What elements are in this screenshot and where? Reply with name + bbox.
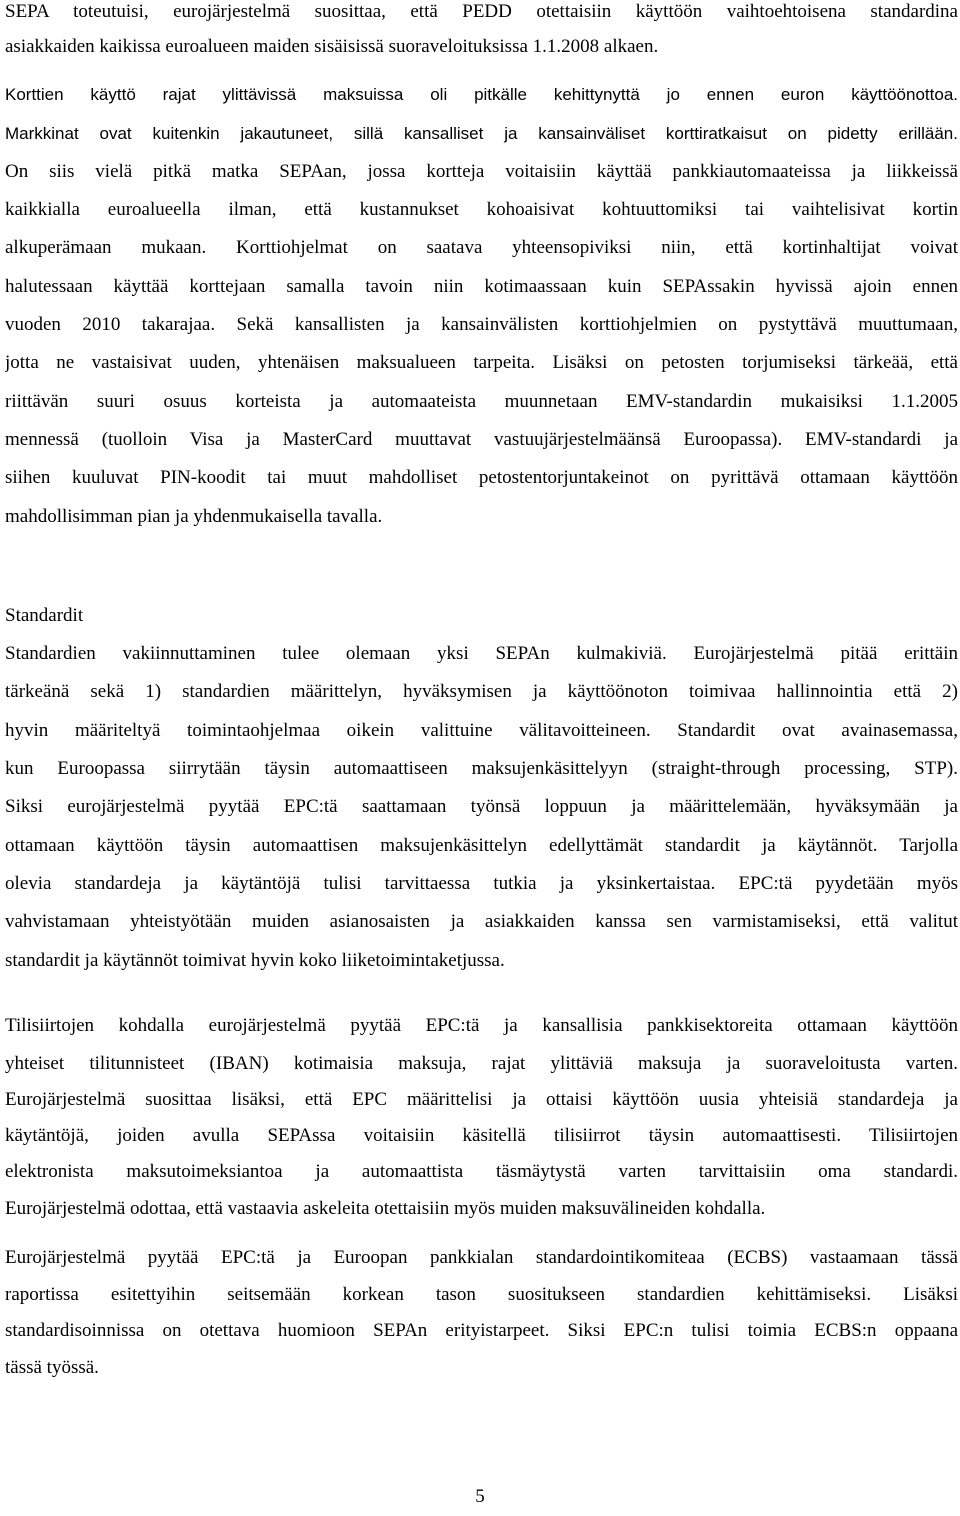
text-line: siihen kuuluvat PIN-koodit tai muut mahdolliset petostentorjuntakeinot on pyrittävä ottamaan käyttöön [5, 467, 958, 488]
text-line: SEPA toteutuisi, eurojärjestelmä suosittaa, että PEDD otettaisiin käyttöön vaihtoehtoisena standardina [5, 1, 958, 22]
text-line: raportissa esitettyihin seitsemään korkean tason suositukseen standardien kehittämiseksi. Lisäksi [5, 1284, 958, 1305]
text-line: tärkeänä sekä 1) standardien määrittelyn, hyväksymisen ja käyttöönoton toimivaa hallinnointia että 2) [5, 681, 958, 702]
text-line: standardit ja käytännöt toimivat hyvin koko liiketoimintaketjussa. [5, 950, 505, 971]
text-line: Tilisiirtojen kohdalla eurojärjestelmä pyytää EPC:tä ja kansallisia pankkisektoreita ottamaan käyttöön [5, 1015, 958, 1036]
section-heading: Standardit [5, 605, 84, 626]
text-line: olevia standardeja ja käytäntöjä tulisi tarvittaessa tutkia ja yksinkertaistaa. EPC:tä pyydetään myös [5, 873, 958, 894]
text-line: Korttien käyttö rajat ylittävissä maksuissa oli pitkälle kehittynyttä jo ennen euron käyttöönottoa. [5, 85, 958, 104]
text-line: tässä työssä. [5, 1357, 99, 1378]
text-line: standardisoinnissa on otettava huomioon SEPAn erityistarpeet. Siksi EPC:n tulisi toimia ECBS:n oppaana [5, 1320, 958, 1341]
text-line: mennessä (tuolloin Visa ja MasterCard muuttavat vastuujärjestelmäänsä Euroopassa). EMV-standardi ja [5, 429, 958, 450]
text-line: mahdollisimman pian ja yhdenmukaisella tavalla. [5, 506, 383, 527]
text-line: Siksi eurojärjestelmä pyytää EPC:tä saattamaan työnsä loppuun ja määrittelemään, hyväksymään ja [5, 796, 958, 817]
text-line: yhteiset tilitunnisteet (IBAN) kotimaisia maksuja, rajat ylittäviä maksuja ja suoraveloitusta varten. [5, 1053, 958, 1074]
text-line: riittävän suuri osuus korteista ja automaateista muunnetaan EMV-standardin mukaisiksi 1.1.2005 [5, 391, 958, 412]
text-line: Eurojärjestelmä odottaa, että vastaavia askeleita otettaisiin myös muiden maksuvälineiden kohdalla. [5, 1198, 766, 1219]
text-line: hyvin määriteltyä toimintaohjelmaa oikein valittuine välitavoitteineen. Standardit ovat avainasemassa, [5, 720, 958, 741]
text-line: Markkinat ovat kuitenkin jakautuneet, sillä kansalliset ja kansainväliset korttiratkaisut on pidetty erillään. [5, 124, 958, 143]
text-line: asiakkaiden kaikissa euroalueen maiden sisäisissä suoraveloituksissa 1.1.2008 alkaen. [5, 36, 659, 57]
text-line: Eurojärjestelmä suosittaa lisäksi, että EPC määrittelisi ja ottaisi käyttöön uusia yhteisiä standardeja ja [5, 1089, 958, 1110]
text-line: vahvistamaan yhteistyötään muiden asianosaisten ja asiakkaiden kanssa sen varmistamiseksi, että valitut [5, 911, 958, 932]
text-line: halutessaan käyttää korttejaan samalla tavoin niin kotimaassaan kuin SEPAssakin hyvissä ajoin ennen [5, 276, 958, 297]
text-line: elektronista maksutoimeksiantoa ja automaattista täsmäytystä varten tarvittaisiin oma standardi. [5, 1161, 958, 1182]
text-line: käytäntöjä, joiden avulla SEPAssa voitaisiin käsitellä tilisiirrot täysin automaattisesti. Tilisiirtojen [5, 1125, 958, 1146]
text-line: kun Euroopassa siirrytään täysin automaattiseen maksujenkäsittelyyn (straight-through processing, STP). [5, 758, 958, 779]
text-line: ottamaan käyttöön täysin automaattisen maksujenkäsittelyn edellyttämät standardit ja käytännöt. Tarjolla [5, 835, 958, 856]
text-line: Standardien vakiinnuttaminen tulee olemaan yksi SEPAn kulmakiviä. Eurojärjestelmä pitää erittäin [5, 643, 958, 664]
text-line: kaikkialla euroalueella ilman, että kustannukset kohoaisivat kohtuuttomiksi tai vaihtelisivat kortin [5, 199, 958, 220]
text-line: alkuperämaan mukaan. Korttiohjelmat on saatava yhteensopiviksi niin, että kortinhaltijat voivat [5, 237, 958, 258]
text-line: On siis vielä pitkä matka SEPAan, jossa kortteja voitaisiin käyttää pankkiautomaateissa ja liikkeissä [5, 161, 958, 182]
text-line: Eurojärjestelmä pyytää EPC:tä ja Euroopan pankkialan standardointikomiteaa (ECBS) vastaamaan tässä [5, 1247, 958, 1268]
text-line: jotta ne vastaisivat uuden, yhtenäisen maksualueen tarpeita. Lisäksi on petosten torjumiseksi tärkeää, että [5, 352, 958, 373]
page-number: 5 [475, 1486, 485, 1507]
text-line: vuoden 2010 takarajaa. Sekä kansallisten ja kansainvälisten korttiohjelmien on pystyttävä muuttumaan, [5, 314, 958, 335]
